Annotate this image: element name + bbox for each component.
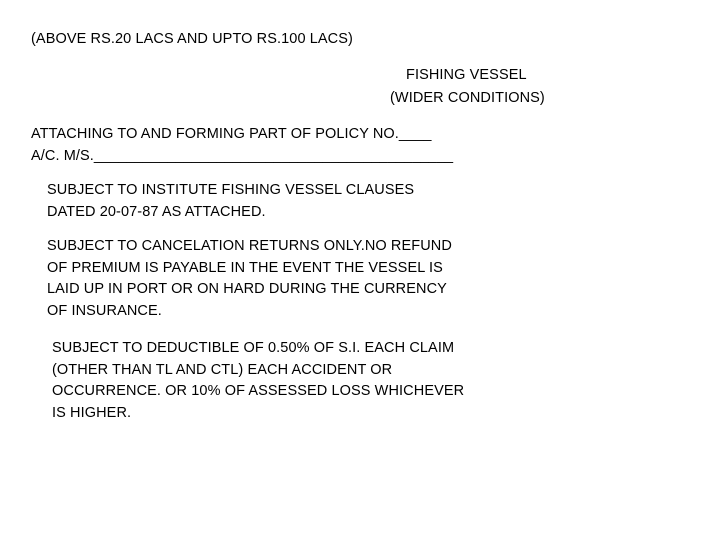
clause-text-line: SUBJECT TO DEDUCTIBLE OF 0.50% OF S.I. EACH CLAIM — [52, 340, 455, 356]
clause-text-line: LAID UP IN PORT OR ON HARD DURING THE CURRENCY — [47, 281, 447, 297]
clause-deductible — [52, 338, 464, 424]
document-subtitle: (WIDER CONDITIONS) — [390, 90, 545, 106]
policy-reference-line: ATTACHING TO AND FORMING PART OF POLICY NO.____ — [31, 126, 432, 142]
coverage-range-line: (ABOVE RS.20 LACS AND UPTO RS.100 LACS) — [31, 31, 353, 47]
clause-cancelation-returns — [47, 236, 452, 322]
clause-institute-fishing-vessel — [47, 180, 414, 223]
clause-text-line: (OTHER THAN TL AND CTL) EACH ACCIDENT OR — [52, 361, 393, 378]
clause-text-line: OF INSURANCE. — [47, 302, 162, 319]
clause-text-line: SUBJECT TO CANCELATION RETURNS ONLY.NO REFUND — [47, 238, 452, 254]
account-line: A/C. M/S.____________________________________________ — [31, 148, 454, 164]
clause-text-line: IS HIGHER. — [52, 404, 132, 421]
clause-text-line: OF PREMIUM IS PAYABLE IN THE EVENT THE VESSEL IS — [47, 259, 443, 276]
clause-text-line: SUBJECT TO INSTITUTE FISHING VESSEL CLAUSES — [47, 182, 415, 198]
clause-text-line: OCCURRENCE. OR 10% OF ASSESSED LOSS WHICHEVER — [52, 383, 465, 399]
document-title: FISHING VESSEL — [406, 67, 527, 83]
clause-text-line: DATED 20-07-87 AS ATTACHED. — [47, 203, 266, 220]
